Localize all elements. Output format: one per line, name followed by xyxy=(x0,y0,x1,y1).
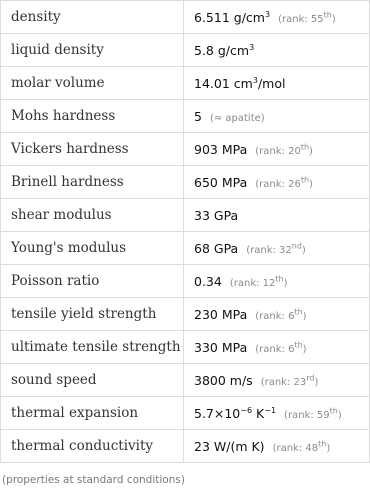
property-value xyxy=(184,364,370,397)
property-value xyxy=(184,430,370,463)
footnote: (properties at standard conditions) xyxy=(2,474,185,486)
table-row xyxy=(1,430,370,463)
unit-exponent: 3 xyxy=(249,42,255,52)
table-row xyxy=(1,133,370,166)
value-number: $5.7\times 10^{-6}$ xyxy=(194,405,253,421)
property-name: density xyxy=(1,1,184,34)
value-unit: MPa xyxy=(221,339,248,355)
value-number: 330 xyxy=(194,339,218,355)
property-name: molar volume xyxy=(1,67,184,100)
property-name: thermal conductivity xyxy=(1,430,184,463)
value-number: 0.34 xyxy=(194,273,222,289)
property-value xyxy=(184,166,370,199)
value-unit: m/s xyxy=(229,372,253,388)
rank-label: (rank: 6th) xyxy=(255,340,307,355)
value-number: 5.8 xyxy=(194,42,214,58)
rank-label: (rank: 48th) xyxy=(272,439,331,454)
value-number: 23 xyxy=(194,438,210,454)
property-name: liquid density xyxy=(1,34,184,67)
table-row xyxy=(1,100,370,133)
property-name: Brinell hardness xyxy=(1,166,184,199)
value-number: 6.511 xyxy=(194,9,230,25)
table-row xyxy=(1,265,370,298)
table-row xyxy=(1,397,370,430)
value-number: 5 xyxy=(194,108,202,124)
rank-label: (rank: 23rd) xyxy=(260,373,319,388)
property-value xyxy=(184,100,370,133)
value-unit: MPa xyxy=(221,174,248,190)
value-unit: cm xyxy=(233,75,253,91)
rank-label: (rank: 6th) xyxy=(255,307,307,322)
value-number: 33 xyxy=(194,207,210,223)
table-row xyxy=(1,34,370,67)
property-name: Young's modulus xyxy=(1,232,184,265)
value-unit: GPa xyxy=(213,207,239,223)
unit-exponent: −1 xyxy=(264,405,277,415)
property-value xyxy=(184,265,370,298)
property-name: Vickers hardness xyxy=(1,133,184,166)
unit-tail: /mol xyxy=(257,75,286,91)
property-value xyxy=(184,34,370,67)
value-number: 230 xyxy=(194,306,218,322)
value-unit: g/cm xyxy=(233,9,265,25)
value-number: 903 xyxy=(194,141,218,157)
property-name: Mohs hardness xyxy=(1,100,184,133)
value-unit: MPa xyxy=(221,141,248,157)
table-row xyxy=(1,331,370,364)
property-value xyxy=(184,331,370,364)
rank-label: (rank: 32nd) xyxy=(246,241,306,256)
property-name: Poisson ratio xyxy=(1,265,184,298)
property-value xyxy=(184,199,370,232)
property-name: tensile yield strength xyxy=(1,298,184,331)
value-unit: W/(m K) xyxy=(213,438,265,454)
value-unit: K xyxy=(256,405,265,421)
table-row xyxy=(1,67,370,100)
property-name: sound speed xyxy=(1,364,184,397)
rank-label: (rank: 20th) xyxy=(255,142,313,157)
table-row xyxy=(1,199,370,232)
value-note: (≈ apatite) xyxy=(209,112,265,124)
value-unit: g/cm xyxy=(217,42,250,58)
unit-exponent: 3 xyxy=(252,75,258,85)
value-unit: GPa xyxy=(213,240,239,256)
table-row xyxy=(1,364,370,397)
property-name: thermal expansion xyxy=(1,397,184,430)
value-unit: MPa xyxy=(221,306,248,322)
properties-table-body xyxy=(1,1,370,463)
table-row xyxy=(1,232,370,265)
property-value xyxy=(184,397,370,430)
property-value xyxy=(184,133,370,166)
value-number: 650 xyxy=(194,174,218,190)
value-number: 14.01 xyxy=(194,75,230,91)
property-value xyxy=(184,1,370,34)
property-value xyxy=(184,232,370,265)
value-number: 3800 xyxy=(194,372,226,388)
unit-exponent: 3 xyxy=(264,9,271,19)
property-name: shear modulus xyxy=(1,199,184,232)
table-row xyxy=(1,298,370,331)
property-value xyxy=(184,67,370,100)
value-number: 68 xyxy=(194,240,210,256)
property-name: ultimate tensile strength xyxy=(1,331,184,364)
rank-label: (rank: 59th) xyxy=(284,406,342,421)
table-row xyxy=(1,166,370,199)
property-value xyxy=(184,298,370,331)
rank-label: (rank: 12th) xyxy=(229,274,288,289)
rank-label: (rank: 26th) xyxy=(255,175,313,190)
table-row xyxy=(1,1,370,34)
rank-label: (rank: 55th) xyxy=(278,10,336,25)
